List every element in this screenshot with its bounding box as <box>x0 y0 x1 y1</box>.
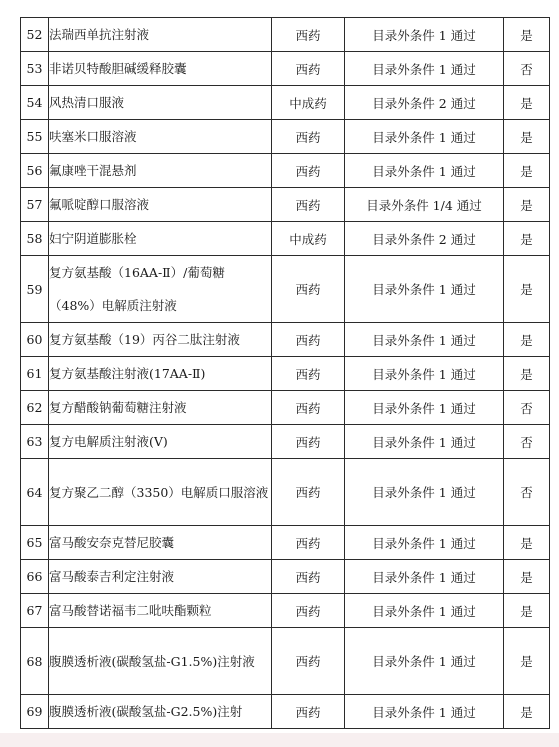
drug-name-cell: 风热清口服液 <box>49 86 272 120</box>
drug-name-cell: 复方氨基酸（19）丙谷二肽注射液 <box>49 323 272 357</box>
drug-type-cell: 西药 <box>272 628 345 695</box>
result-cell: 是 <box>504 323 550 357</box>
table-row <box>21 628 550 695</box>
drug-name-cell: 复方聚乙二醇（3350）电解质口服溶液 <box>49 459 272 526</box>
result-cell: 否 <box>504 391 550 425</box>
drug-type-cell: 西药 <box>272 459 345 526</box>
table-row <box>21 695 550 729</box>
table-row <box>21 594 550 628</box>
drug-type-cell: 中成药 <box>272 86 345 120</box>
condition-cell: 目录外条件 1 通过 <box>345 391 504 425</box>
drug-name-cell: 呋塞米口服溶液 <box>49 120 272 154</box>
table-row <box>21 357 550 391</box>
table-row <box>21 526 550 560</box>
result-cell: 是 <box>504 222 550 256</box>
table-row <box>21 120 550 154</box>
drug-type-cell: 西药 <box>272 560 345 594</box>
row-number-cell: 56 <box>21 154 49 188</box>
row-number-cell: 64 <box>21 459 49 526</box>
table-row <box>21 52 550 86</box>
drug-type-cell: 西药 <box>272 425 345 459</box>
condition-cell: 目录外条件 1 通过 <box>345 594 504 628</box>
result-cell: 是 <box>504 628 550 695</box>
table-row <box>21 425 550 459</box>
table-row <box>21 256 550 323</box>
drug-name-cell: 氟哌啶醇口服溶液 <box>49 188 272 222</box>
drug-name-cell: 妇宁阴道膨胀栓 <box>49 222 272 256</box>
row-number-cell: 53 <box>21 52 49 86</box>
drug-name-cell: 复方氨基酸（16AA-Ⅱ）/葡萄糖（48%）电解质注射液 <box>49 256 272 323</box>
row-number-cell: 60 <box>21 323 49 357</box>
row-number-cell: 67 <box>21 594 49 628</box>
table-row <box>21 459 550 526</box>
drug-name-cell: 法瑞西单抗注射液 <box>49 18 272 52</box>
result-cell: 是 <box>504 86 550 120</box>
condition-cell: 目录外条件 1 通过 <box>345 459 504 526</box>
drug-name-cell: 腹膜透析液(碳酸氢盐-G2.5%)注射 <box>49 695 272 729</box>
result-cell: 是 <box>504 560 550 594</box>
result-cell: 是 <box>504 695 550 729</box>
result-cell: 是 <box>504 120 550 154</box>
condition-cell: 目录外条件 1/4 通过 <box>345 188 504 222</box>
table-body <box>21 18 550 729</box>
table-row <box>21 188 550 222</box>
row-number-cell: 52 <box>21 18 49 52</box>
drug-name-cell: 氟康唑干混悬剂 <box>49 154 272 188</box>
row-number-cell: 54 <box>21 86 49 120</box>
drug-type-cell: 中成药 <box>272 222 345 256</box>
condition-cell: 目录外条件 1 通过 <box>345 18 504 52</box>
table-row <box>21 154 550 188</box>
drug-type-cell: 西药 <box>272 323 345 357</box>
table-row <box>21 391 550 425</box>
row-number-cell: 55 <box>21 120 49 154</box>
result-cell: 是 <box>504 594 550 628</box>
drug-type-cell: 西药 <box>272 52 345 86</box>
row-number-cell: 58 <box>21 222 49 256</box>
row-number-cell: 57 <box>21 188 49 222</box>
drug-type-cell: 西药 <box>272 256 345 323</box>
row-number-cell: 66 <box>21 560 49 594</box>
drug-type-cell: 西药 <box>272 18 345 52</box>
table-row <box>21 18 550 52</box>
drug-name-cell: 非诺贝特酸胆碱缓释胶囊 <box>49 52 272 86</box>
drug-name-cell: 富马酸替诺福韦二吡呋酯颗粒 <box>49 594 272 628</box>
result-cell: 是 <box>504 154 550 188</box>
result-cell: 是 <box>504 526 550 560</box>
result-cell: 否 <box>504 425 550 459</box>
result-cell: 是 <box>504 357 550 391</box>
condition-cell: 目录外条件 1 通过 <box>345 154 504 188</box>
condition-cell: 目录外条件 1 通过 <box>345 425 504 459</box>
drug-type-cell: 西药 <box>272 188 345 222</box>
drug-type-cell: 西药 <box>272 120 345 154</box>
row-number-cell: 63 <box>21 425 49 459</box>
table-row <box>21 323 550 357</box>
condition-cell: 目录外条件 1 通过 <box>345 52 504 86</box>
condition-cell: 目录外条件 2 通过 <box>345 222 504 256</box>
condition-cell: 目录外条件 1 通过 <box>345 526 504 560</box>
drug-name-cell: 复方电解质注射液(V) <box>49 425 272 459</box>
condition-cell: 目录外条件 1 通过 <box>345 695 504 729</box>
page-bottom-strip <box>0 733 559 747</box>
drug-name-cell: 复方醋酸钠葡萄糖注射液 <box>49 391 272 425</box>
drug-name-cell: 富马酸泰吉利定注射液 <box>49 560 272 594</box>
drug-type-cell: 西药 <box>272 391 345 425</box>
condition-cell: 目录外条件 1 通过 <box>345 256 504 323</box>
condition-cell: 目录外条件 1 通过 <box>345 323 504 357</box>
drug-type-cell: 西药 <box>272 357 345 391</box>
row-number-cell: 62 <box>21 391 49 425</box>
result-cell: 否 <box>504 52 550 86</box>
row-number-cell: 68 <box>21 628 49 695</box>
drug-type-cell: 西药 <box>272 154 345 188</box>
drug-table <box>20 17 550 729</box>
drug-type-cell: 西药 <box>272 695 345 729</box>
row-number-cell: 69 <box>21 695 49 729</box>
condition-cell: 目录外条件 2 通过 <box>345 86 504 120</box>
result-cell: 否 <box>504 459 550 526</box>
result-cell: 是 <box>504 18 550 52</box>
table-row <box>21 222 550 256</box>
row-number-cell: 61 <box>21 357 49 391</box>
drug-type-cell: 西药 <box>272 594 345 628</box>
drug-name-cell: 腹膜透析液(碳酸氢盐-G1.5%)注射液 <box>49 628 272 695</box>
drug-name-cell: 富马酸安奈克替尼胶囊 <box>49 526 272 560</box>
condition-cell: 目录外条件 1 通过 <box>345 357 504 391</box>
condition-cell: 目录外条件 1 通过 <box>345 628 504 695</box>
drug-name-cell: 复方氨基酸注射液(17AA-Ⅱ) <box>49 357 272 391</box>
result-cell: 是 <box>504 256 550 323</box>
table-row <box>21 86 550 120</box>
table-row <box>21 560 550 594</box>
result-cell: 是 <box>504 188 550 222</box>
condition-cell: 目录外条件 1 通过 <box>345 560 504 594</box>
condition-cell: 目录外条件 1 通过 <box>345 120 504 154</box>
drug-type-cell: 西药 <box>272 526 345 560</box>
row-number-cell: 59 <box>21 256 49 323</box>
row-number-cell: 65 <box>21 526 49 560</box>
